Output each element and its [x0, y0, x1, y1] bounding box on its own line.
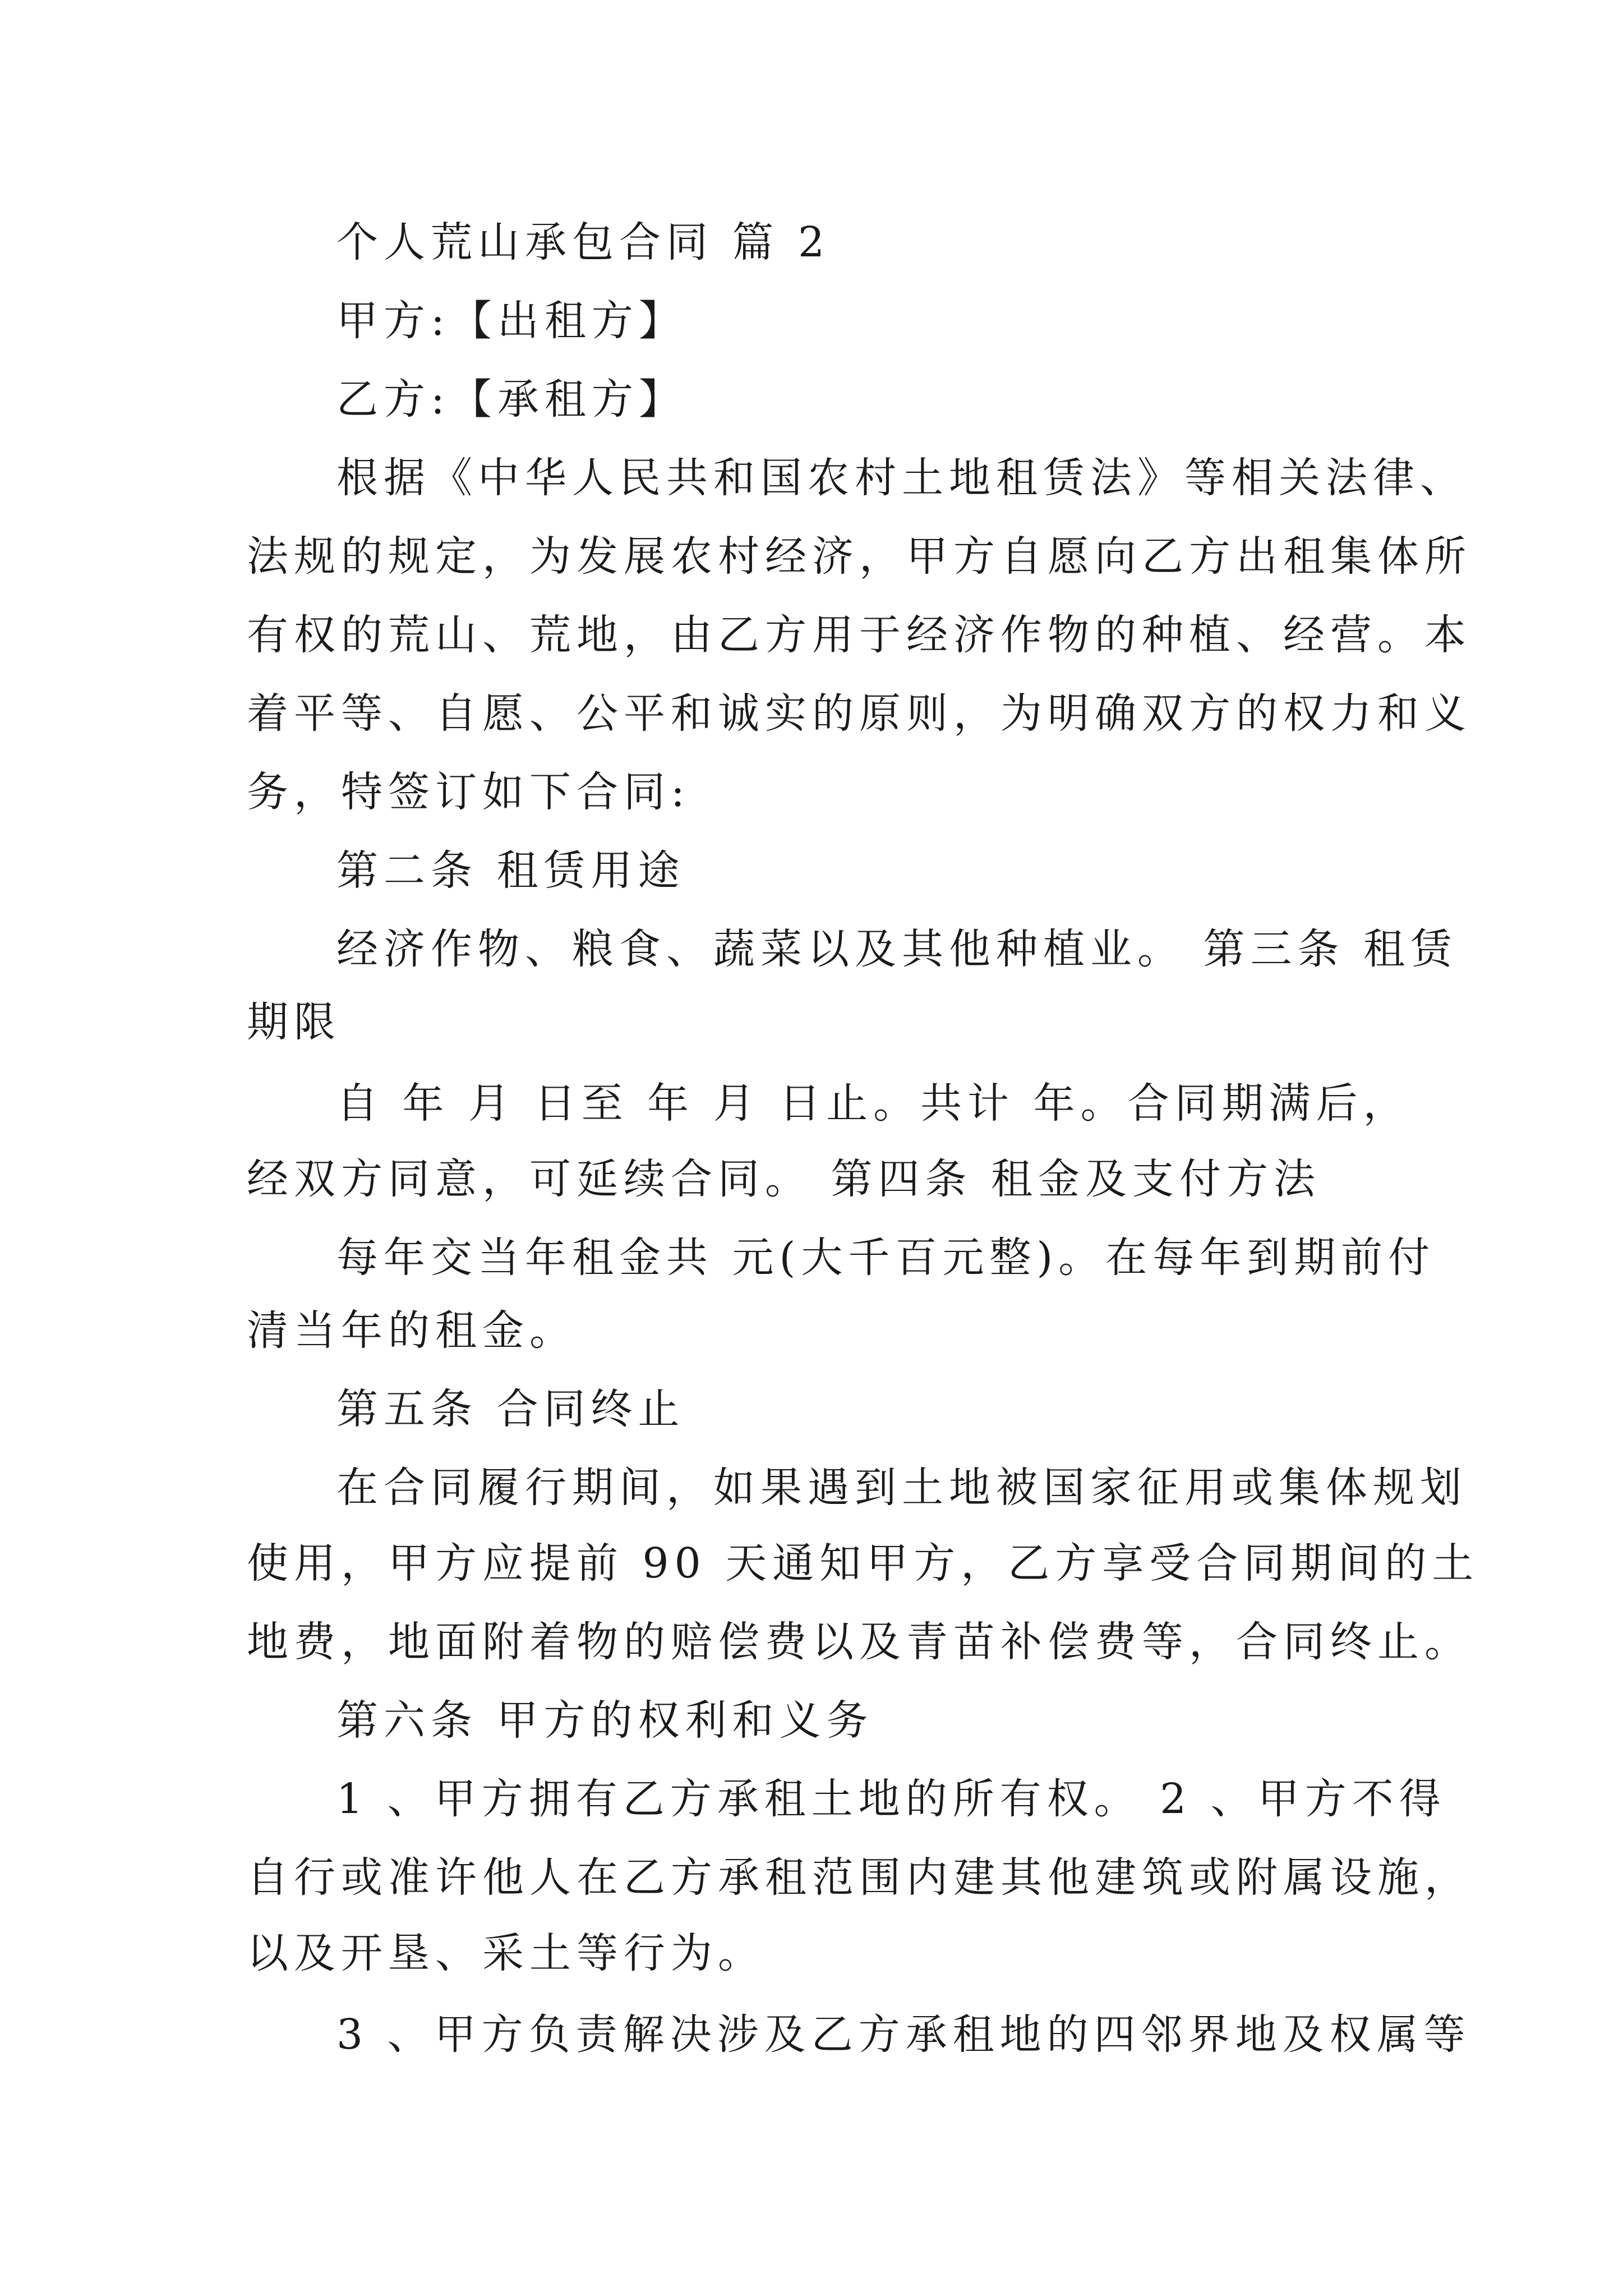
- section-heading: 第六条 甲方的权利和义务: [336, 1696, 874, 1745]
- section-heading: 第五条 合同终止: [336, 1385, 685, 1433]
- paragraph-line: 每年交当年租金共 元(大千百元整)。在每年到期前付: [336, 1234, 1436, 1282]
- section-heading: 第二条 租赁用途: [336, 846, 685, 895]
- paragraph-line: 以及开垦、采土等行为。: [247, 1929, 765, 1977]
- paragraph-line: 务，特签订如下合同:: [247, 768, 690, 816]
- paragraph-line: 自 年 月 日至 年 月 日止。共计 年。合同期满后，: [336, 1079, 1410, 1128]
- paragraph-line: 法规的规定，为发展农村经济，甲方自愿向乙方出租集体所: [247, 532, 1472, 581]
- paragraph-line: 清当年的租金。: [247, 1306, 577, 1355]
- party-b-line: 乙方:【承租方】: [336, 375, 686, 424]
- paragraph-line: 在合同履行期间，如果遇到土地被国家征用或集体规划: [336, 1464, 1467, 1512]
- paragraph-line: 有权的荒山、荒地，由乙方用于经济作物的种植、经营。本: [247, 611, 1472, 659]
- paragraph-line: 3 、甲方负责解决涉及乙方承租地的四邻界地及权属等: [336, 2010, 1471, 2059]
- party-a-line: 甲方:【出租方】: [336, 297, 686, 345]
- paragraph-line: 地费，地面附着物的赔偿费以及青苗补偿费等，合同终止。: [247, 1618, 1472, 1666]
- paragraph-line: 经济作物、粮食、蔬菜以及其他种植业。 第三条 租赁: [336, 925, 1458, 973]
- paragraph-line: 自行或准许他人在乙方承租范围内建其他建筑或附属设施，: [247, 1853, 1472, 1902]
- paragraph-line: 根据《中华人民共和国农村土地租赁法》等相关法律、: [336, 454, 1467, 502]
- doc-title: 个人荒山承包合同 篇 2: [336, 218, 831, 266]
- paragraph-line: 期限: [247, 998, 341, 1046]
- paragraph-line: 1 、甲方拥有乙方承租土地的所有权。 2 、甲方不得: [336, 1775, 1446, 1823]
- paragraph-line: 使用，甲方应提前 90 天通知甲方，乙方享受合同期间的土: [247, 1539, 1479, 1588]
- paragraph-line: 经双方同意，可延续合同。 第四条 租金及支付方法: [247, 1155, 1321, 1203]
- paragraph-line: 着平等、自愿、公平和诚实的原则，为明确双方的权力和义: [247, 689, 1472, 738]
